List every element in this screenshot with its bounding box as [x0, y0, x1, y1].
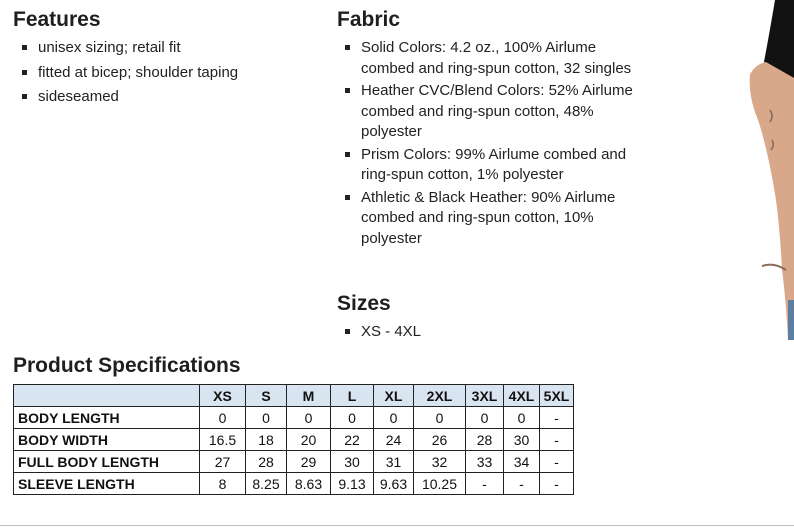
table-cell: 27	[200, 451, 246, 473]
table-cell: 30	[504, 429, 540, 451]
table-cell: -	[466, 473, 504, 495]
features-heading: Features	[13, 8, 101, 31]
table-cell: 28	[466, 429, 504, 451]
table-cell: 0	[414, 407, 466, 429]
row-label: SLEEVE LENGTH	[14, 473, 200, 495]
model-arm	[750, 62, 794, 340]
column-header: XL	[374, 385, 414, 407]
table-cell: 28	[246, 451, 287, 473]
row-label: BODY WIDTH	[14, 429, 200, 451]
sizes-list	[339, 322, 539, 343]
table-row	[14, 429, 574, 451]
features-list	[16, 38, 316, 112]
row-label: BODY LENGTH	[14, 407, 200, 429]
fabric-heading: Fabric	[337, 8, 401, 31]
table-row	[14, 451, 574, 473]
table-cell: 8	[200, 473, 246, 495]
column-header: L	[331, 385, 374, 407]
table-cell: -	[540, 451, 574, 473]
column-header: 2XL	[414, 385, 466, 407]
table-cell: 31	[374, 451, 414, 473]
table-cell: 18	[246, 429, 287, 451]
fabric-item: Prism Colors: 99% Airlume combed and ring-spun cotton, 1% polyester	[339, 145, 639, 186]
divider	[0, 525, 794, 526]
fabric-item: Athletic & Black Heather: 90% Airlume combed and ring-spun cotton, 10% polyester	[339, 188, 639, 250]
features-item: fitted at bicep; shoulder taping	[16, 63, 316, 84]
table-cell: 0	[331, 407, 374, 429]
column-header: 3XL	[466, 385, 504, 407]
table-cell: 16.5	[200, 429, 246, 451]
size-spec-table	[13, 384, 574, 495]
row-label: FULL BODY LENGTH	[14, 451, 200, 473]
table-cell: 0	[287, 407, 331, 429]
table-cell: 30	[331, 451, 374, 473]
table-cell: 0	[466, 407, 504, 429]
features-item: unisex sizing; retail fit	[16, 38, 316, 59]
features-item: sideseamed	[16, 87, 316, 108]
table-corner-cell	[14, 385, 200, 407]
table-cell: 33	[466, 451, 504, 473]
table-cell: 24	[374, 429, 414, 451]
table-cell: 26	[414, 429, 466, 451]
table-cell: 9.13	[331, 473, 374, 495]
fabric-list	[339, 38, 639, 251]
column-header: 5XL	[540, 385, 574, 407]
sizes-item: XS - 4XL	[339, 322, 539, 343]
column-header: XS	[200, 385, 246, 407]
table-cell: -	[540, 407, 574, 429]
fabric-item: Heather CVC/Blend Colors: 52% Airlume combed and ring-spun cotton, 48% polyester	[339, 81, 639, 143]
table-cell: 22	[331, 429, 374, 451]
table-cell: 9.63	[374, 473, 414, 495]
table-row	[14, 473, 574, 495]
table-cell: 20	[287, 429, 331, 451]
sizes-heading: Sizes	[337, 292, 391, 315]
table-cell: 34	[504, 451, 540, 473]
table-cell: -	[540, 429, 574, 451]
table-cell: 29	[287, 451, 331, 473]
jeans	[788, 300, 794, 340]
table-cell: 0	[374, 407, 414, 429]
table-cell: -	[504, 473, 540, 495]
table-cell: 10.25	[414, 473, 466, 495]
table-cell: 0	[200, 407, 246, 429]
fabric-item: Solid Colors: 4.2 oz., 100% Airlume combed and ring-spun cotton, 32 singles	[339, 38, 639, 79]
product-specifications-heading: Product Specifications	[13, 354, 241, 377]
table-cell: 0	[504, 407, 540, 429]
column-header: M	[287, 385, 331, 407]
table-cell: 8.63	[287, 473, 331, 495]
table-row	[14, 407, 574, 429]
model-photo	[700, 0, 794, 340]
table-cell: 8.25	[246, 473, 287, 495]
table-cell: -	[540, 473, 574, 495]
table-header-row	[14, 385, 574, 407]
table-cell: 32	[414, 451, 466, 473]
column-header: S	[246, 385, 287, 407]
table-cell: 0	[246, 407, 287, 429]
column-header: 4XL	[504, 385, 540, 407]
